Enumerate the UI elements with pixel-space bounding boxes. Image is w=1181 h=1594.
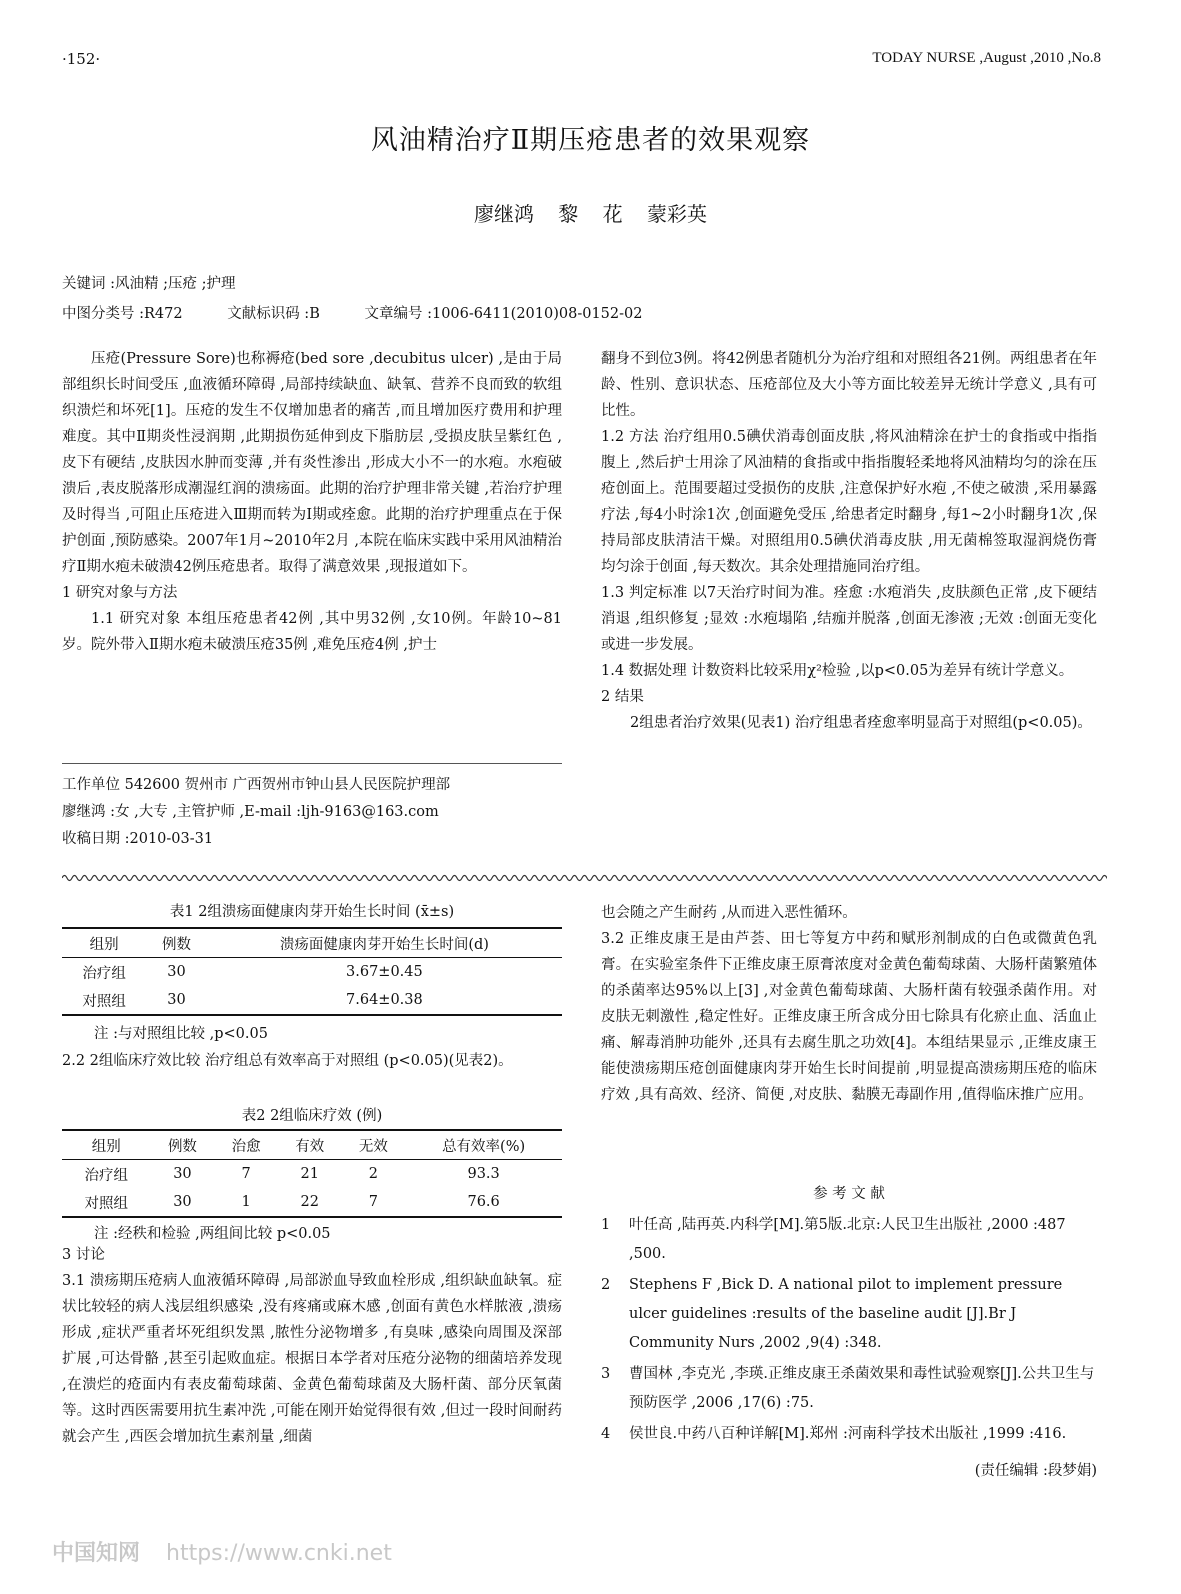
table-cell: 30 (167, 964, 186, 980)
table-row (62, 958, 562, 987)
section-heading-3: 3 讨论 (62, 1247, 105, 1263)
table-cell: 7.64±0.38 (346, 992, 423, 1008)
reference-number: 2 (601, 1277, 611, 1293)
reference-number: 4 (601, 1426, 611, 1442)
footnote-rule (62, 763, 562, 764)
discussion-right (601, 900, 1097, 1108)
table-cell: 7 (241, 1166, 251, 1182)
table-cell: 3.67±0.45 (346, 964, 423, 980)
table-1 (62, 927, 562, 1016)
footnote-received: 收稿日期 :2010-03-31 (62, 831, 214, 847)
keywords: 关键词 :风油精 ;压疮 ;护理 (62, 276, 236, 292)
table-2-caption: 表2 2组临床疗效 (例) (241, 1108, 383, 1124)
table-cell: 1 (241, 1194, 251, 1210)
table-1-block (62, 900, 562, 1043)
table-row (62, 986, 562, 1015)
table-cell: 76.6 (467, 1194, 500, 1210)
reference-text: Stephens F ,Bick D. A national pilot to implement pressure ulcer guidelines :results of the baseline audit [J].Br J Community Nurs ,2002 ,9(4) :348. (629, 1277, 1063, 1351)
table-cell: 22 (300, 1194, 319, 1210)
article-title: 风油精治疗Ⅱ期压疮患者的效果观察 (370, 125, 811, 156)
section-2-2 (62, 1048, 562, 1074)
section-1-2: 1.2 方法 治疗组用0.5碘伏消毒创面皮肤 ,将风油精涂在护士的食指或中指指腹上 ,然后护士用涂了风油精的食指或中指指腹轻柔地将风油精均匀的涂在压疮创面上。范围要超过受损伤的皮肤 ,注意保护好水疱 ,不使之破溃 ,采用暴露疗法 ,每4小时涂1次 ,创面避免受压 ,给患者定时翻身 ,每1~2小时翻身1次 ,保持局部皮肤清洁干燥。对照组用0.5碘伏消毒皮肤 ,用无菌棉签取湿润烧伤膏均匀涂于创面 ,每天数次。其余处理措施同治疗组。 (601, 429, 1097, 575)
table-cell: 30 (167, 992, 186, 1008)
footnote (62, 772, 582, 853)
table-header-cell: 溃疡面健康肉芽开始生长时间(d) (279, 936, 489, 953)
table-cell: 2 (368, 1166, 379, 1182)
article-number: 文章编号 :1006-6411(2010)08-0152-02 (364, 306, 643, 322)
table-cell: 治疗组 (82, 965, 126, 982)
table-cell: 对照组 (84, 1195, 129, 1212)
footnote-unit: 工作单位 542600 贺州市 广西贺州市钟山县人民医院护理部 (62, 777, 451, 793)
right-column (601, 346, 1097, 736)
table-cell: 30 (173, 1194, 192, 1210)
classification (62, 302, 682, 323)
reference-item (601, 1420, 1097, 1449)
table-row (62, 1188, 562, 1217)
doc-code: 文献标识码 :B (227, 306, 320, 322)
page-number: ·152· (62, 50, 101, 68)
table-cell: 治疗组 (84, 1167, 129, 1184)
responsible-editor: (责任编辑 :段梦娟) (974, 1463, 1097, 1479)
section-1-4: 1.4 数据处理 计数资料比较采用χ²检验 ,以p<0.05为差异有统计学意义。 (601, 663, 1074, 679)
reference-item (601, 1211, 1097, 1269)
table-2-block (62, 1104, 562, 1243)
table-header-cell: 总有效率(%) (442, 1138, 526, 1155)
section-3-1: 3.1 溃疡期压疮病人血液循环障碍 ,局部淤血导致血栓形成 ,组织缺血缺氧。症状比较轻的病人浅层组织感染 ,没有疼痛或麻木感 ,创面有黄色水样脓液 ,溃疡形成 ,症状严重者坏死组织发黑 ,脓性分泌物增多 ,有臭味 ,感染向周围及深部扩展 ,可达骨骼 ,甚至引起败血症。根据日本学者对压疮分泌物的细菌培养发现 ,在溃烂的疮面内有表皮葡萄球菌、金黄色葡萄球菌及大肠杆菌、部分厌氧菌等。这时西医需要用抗生素冲洗 ,可能在刚开始觉得很有效 ,但过一段时间耐药就会产生 ,西医会增加抗生素剂量 ,细菌 (62, 1273, 562, 1445)
table-header-cell: 有效 (295, 1138, 325, 1155)
references (601, 1180, 1097, 1486)
reference-item (601, 1360, 1097, 1418)
intro-paragraph: 压疮(Pressure Sore)也称褥疮(bed sore ,decubitus ulcer) ,是由于局部组织长时间受压 ,血液循环障碍 ,局部持续缺血、缺氧、营养不良而致的软组织溃烂和坏死[1]。压疮的发生不仅增加患者的痛苦 ,而且增加医疗费用和护理难度。其中Ⅱ期炎性浸润期 ,此期损伤延伸到皮下脂肪层 ,受损皮肤呈紫红色 ,皮下有硬结 ,皮肤因水肿而变薄 ,并有炎性渗出 ,形成大小不一的水疱。水疱破溃后 ,表皮脱落形成潮湿红润的溃疡面。此期的治疗护理非常关键 ,若治疗护理及时得当 ,可阻止压疮进入Ⅲ期而转为Ⅰ期或痊愈。此期的治疗护理重点在于保护创面 ,预防感染。2007年1月~2010年2月 ,本院在临床实践中采用风油精治疗Ⅱ期水疱未破溃42例压疮患者。取得了满意效果 ,现报道如下。 (62, 351, 562, 575)
table-cell: 对照组 (82, 993, 126, 1010)
results-paragraph: 2组患者治疗效果(见表1) 治疗组患者痊愈率明显高于对照组(p<0.05)。 (630, 715, 1092, 731)
table-1-caption: 表1 2组溃疡面健康肉芽开始生长时间 (x̄±s) (169, 904, 455, 920)
section-heading-1: 1 研究对象与方法 (62, 585, 178, 601)
table-cell: 7 (368, 1194, 379, 1210)
section-heading-2: 2 结果 (601, 689, 644, 705)
section-1-3: 1.3 判定标准 以7天治疗时间为准。痊愈 :水疱消失 ,皮肤颜色正常 ,皮下硬结消退 ,组织修复 ;显效 :水疱塌陷 ,结痂并脱落 ,创面无渗液 ;无效 :创面无变化或进一步发展。 (601, 585, 1097, 653)
section-3-1-cont: 也会随之产生耐药 ,从而进入恶性循环。 (601, 905, 857, 921)
watermark-url: https://www.cnki.net (166, 1541, 392, 1566)
table-header-cell: 例数 (162, 936, 192, 953)
journal-header: TODAY NURSE ,August ,2010 ,No.8 (872, 50, 1101, 66)
reference-text: 侯世良.中药八百种详解[M].郑州 :河南科学技术出版社 ,1999 :416. (629, 1426, 1067, 1442)
reference-text: 叶任高 ,陆再英.内科学[M].第5版.北京:人民卫生出版社 ,2000 :487 ,500. (629, 1217, 1066, 1262)
table-2 (62, 1129, 562, 1218)
right-paragraph-1: 翻身不到位3例。将42例患者随机分为治疗组和对照组各21例。两组患者在年龄、性别、意识状态、压疮部位及大小等方面比较差异无统计学意义 ,具有可比性。 (601, 351, 1097, 419)
section-3-2: 3.2 正维皮康王是由芦荟、田七等复方中药和赋形剂制成的白色或微黄色乳膏。在实验室条件下正维皮康王原膏浓度对金黄色葡萄球菌、大肠杆菌繁殖体的杀菌率达95%以上[3] ,对金黄色葡萄球菌、大肠杆菌有较强杀菌作用。对皮肤无刺激性 ,稳定性好。正维皮康王所含成分田七除具有化瘀止血、活血止痛、解毒消肿功能外 ,还具有去腐生肌之功效[4]。本组结果显示 ,正维皮康王能使溃疡期压疮创面健康肉芽开始生长时间提前 ,明显提高溃疡期压疮的临床疗效 ,具有高效、经济、简便 ,对皮肤、黏膜无毒副作用 ,值得临床推广应用。 (601, 931, 1097, 1103)
table-header-cell: 无效 (358, 1138, 388, 1155)
section-2-2-text: 2.2 2组临床疗效比较 治疗组总有效率高于对照组 (p<0.05)(见表2)。 (62, 1053, 513, 1069)
references-title: 参 考 文 献 (813, 1186, 885, 1202)
reference-item (601, 1271, 1097, 1358)
watermark-brand: 中国知网 (52, 1541, 141, 1566)
clc-number: 中图分类号 :R472 (62, 306, 183, 322)
discussion-left (62, 1242, 562, 1450)
table-header-cell: 组别 (89, 936, 119, 953)
authors: 廖继鸿 黎 花 蒙彩英 (473, 202, 708, 226)
reference-number: 3 (601, 1366, 611, 1382)
table-cell: 30 (173, 1166, 192, 1182)
cnki-watermark (52, 1536, 392, 1567)
table-2-note: 注 :经秩和检验 ,两组间比较 p<0.05 (94, 1226, 331, 1242)
reference-number: 1 (601, 1217, 611, 1233)
table-cell: 93.3 (467, 1166, 500, 1182)
section-1-1: 1.1 研究对象 本组压疮患者42例 ,其中男32例 ,女10例。年龄10~81岁。院外带入Ⅱ期水疱未破溃压疮35例 ,难免压疮4例 ,护士 (62, 611, 562, 653)
table-row (62, 1160, 562, 1189)
table-header-cell: 治愈 (231, 1138, 261, 1155)
table-header-cell: 例数 (167, 1138, 197, 1155)
table-1-note: 注 :与对照组比较 ,p<0.05 (94, 1026, 268, 1042)
table-cell: 21 (300, 1166, 319, 1182)
reference-text: 曹国林 ,李克光 ,李瑛.正维皮康王杀菌效果和毒性试验观察[J].公共卫生与预防医学 ,2006 ,17(6) :75. (629, 1366, 1095, 1411)
table-header-cell: 组别 (91, 1138, 121, 1155)
footnote-author: 廖继鸿 :女 ,大专 ,主管护师 ,E-mail :ljh-9163@163.com (62, 804, 439, 820)
wavy-separator (62, 872, 1107, 884)
left-column (62, 346, 562, 658)
